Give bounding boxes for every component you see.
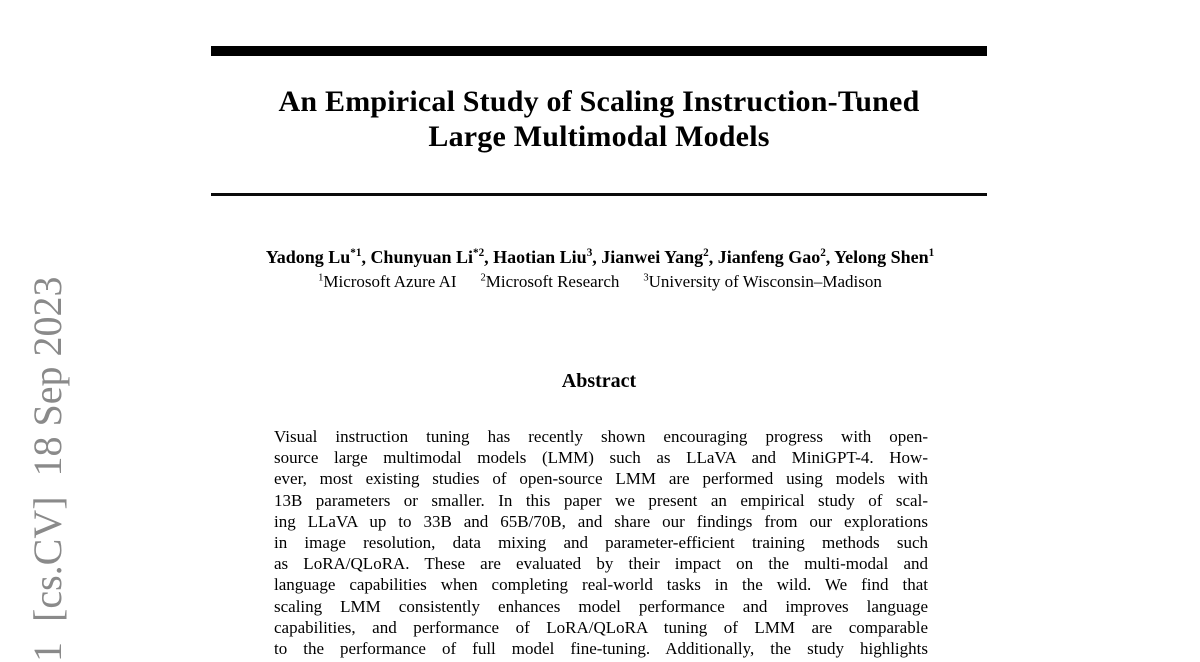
author-name: Jianfeng Gao [717, 247, 821, 267]
author-affiliation-marker: 2 [820, 247, 826, 259]
abstract-line: ing LLaVA up to 33B and 65B/70B, and share our findings from our explorations [274, 511, 928, 531]
abstract-line: as LoRA/QLoRA. These are evaluated by their impact on the multi-modal and [274, 554, 928, 574]
abstract-line: in image resolution, data mixing and parameter-efficient training methods such [274, 532, 928, 552]
paper-title-line2: Large Multimodal Models [428, 120, 770, 153]
author-name: Chunyuan Li [370, 247, 473, 267]
affiliation-list [100, 272, 1100, 292]
affiliation-item [643, 272, 881, 291]
abstract-line: source large multimodal models (LMM) such as LLaVA and MiniGPT-4. How- [274, 448, 928, 468]
author-list: Yadong Lu$^{*1}$, Chunyuan Li$^{*2}$, Haotian Liu$^3$, Jianwei Yang$^2$, Jianfeng Gao$^2$, Yelong Shen$^1$ [265, 247, 935, 267]
abstract-heading: Abstract [561, 370, 637, 392]
abstract-line: ever, most existing studies of open-source LMM are performed using models with [274, 469, 928, 489]
author-name: Haotian Liu [493, 247, 587, 267]
paper-title [161, 84, 1037, 154]
author-name: Jianwei Yang [601, 247, 704, 267]
author-name: Yelong Shen [834, 247, 929, 267]
abstract-line: Visual instruction tuning has recently shown encouraging progress with open- [274, 427, 928, 446]
author-affiliation-marker: 1 [928, 247, 935, 259]
affiliation-name: Microsoft Azure AI [323, 272, 457, 291]
affiliation-marker: 3 [643, 272, 649, 284]
author-affiliation-marker: 2 [703, 247, 709, 259]
affiliation-name: Microsoft Research [485, 272, 620, 291]
author-affiliation-marker: *1 [350, 247, 362, 259]
author-name: Yadong Lu [265, 247, 351, 267]
abstract-line: 13B parameters or smaller. In this paper we present an empirical study of scal- [274, 490, 928, 510]
paper-title-line1: An Empirical Study of Scaling Instruction-Tuned [278, 85, 920, 118]
affiliation-marker: 2 [480, 272, 486, 284]
affiliation-name: University of Wisconsin–Madison [648, 272, 882, 291]
author-affiliation-marker: *2 [473, 247, 485, 259]
author-affiliation-marker: 3 [586, 247, 593, 259]
abstract-line: language capabilities when completing real-world tasks in the wild. We find that [274, 575, 928, 595]
abstract-line: scaling LMM consistently enhances model performance and improves language [274, 596, 928, 616]
affiliation-item [318, 272, 456, 291]
arxiv-sidebar-text: 1 [cs.CV] 18 Sep 2023 [25, 276, 70, 662]
abstract-paragraph [274, 426, 928, 659]
affiliation-marker: 1 [318, 272, 324, 284]
abstract-line: to the performance of full model fine-tuning. Additionally, the study highlights [274, 638, 928, 658]
title-rule-thin [211, 193, 987, 196]
abstract-line: capabilities, and performance of LoRA/QLoRA tuning of LMM are comparable [274, 617, 928, 637]
affiliation-item [481, 272, 620, 291]
top-rule-thick [211, 46, 987, 56]
